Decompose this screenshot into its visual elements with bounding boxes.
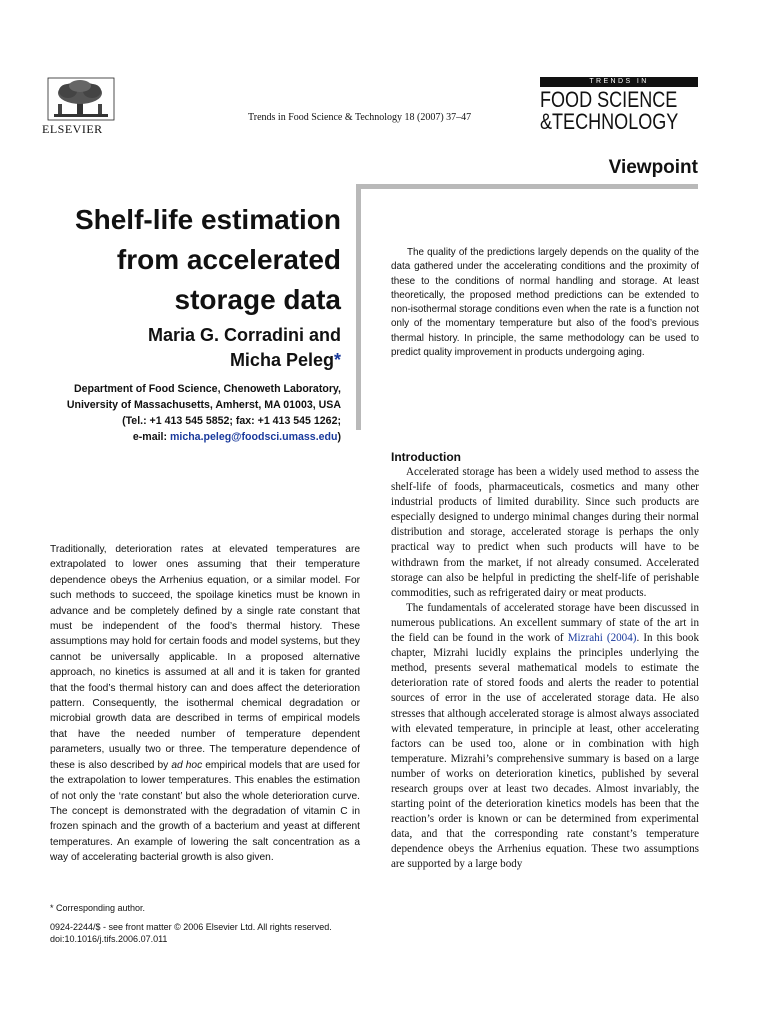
introduction-body	[391, 465, 699, 873]
title-line: storage data	[174, 284, 341, 315]
section-label: Viewpoint	[608, 157, 698, 178]
frame-divider-top	[356, 184, 698, 189]
elsevier-tree-logo	[46, 76, 116, 122]
affiliation	[21, 381, 341, 445]
journal-logo-line2: &TECHNOLOGY	[540, 109, 679, 134]
article-title	[21, 200, 341, 320]
email-link[interactable]: micha.peleg@foodsci.umass.edu	[169, 431, 338, 443]
affiliation-line: Department of Food Science, Chenoweth Laboratory,	[73, 383, 341, 395]
intro-paragraph-1: Accelerated storage has been a widely used method to assess the shelf-life of foods, pharmaceuticals, cosmetics and many other industrial products of limited durability. Since such products are especially designed to undergo minimal changes during their normal distribution and storage, accelerated storage is perhaps the only practical way to predict when such products will have to be withdrawn from the market, if not already consumed. Accelerated storage can also be helpful in predicting the shelf-life of perishable commodities, such as refrigerated dairy or meat products.	[391, 466, 699, 599]
affiliation-line: (Tel.: +1 413 545 5852; fax: +1 413 545 1262;	[122, 415, 341, 427]
journal-logo-line1: FOOD SCIENCE	[540, 87, 678, 112]
affiliation-line: University of Massachusetts, Amherst, MA 01003, USA	[66, 399, 341, 411]
title-line: from accelerated	[116, 244, 341, 275]
intro-text: . In this book chapter, Mizrahi lucidly explains the principles underlying the method, presents several mathematical models to estimate the deterioration rate of stored foods and alerts the reader to potential sources of error in the use of accelerated storage data. He also stresses that although accelerated storage is almost always associated with elevated temperature, in principle at least, other accelerating factors can be used too, alone or in combination with high temperature. Mizrahi’s comprehensive summary is based on a large number of works on deterioration kinetics, published by several research groups over at least two decades. Almost invariably, the starting point of the deterioration kinetics models has been that the reaction’s order is known or can be determined from experimental data, and that the corresponding rate constant’s temperature dependence obeys the Arrhenius equation. These two assumptions are supported by a large body	[391, 632, 699, 871]
introduction-heading: Introduction	[391, 450, 461, 464]
summary: The quality of the predictions largely depends on the quality of the data gathered under the accelerating conditions and the proximity of these to the conditions of normal handling and storage. At least theoretically, the proposed method predictions can be extended to non-isothermal storage conditions even when the rate is a function not only of the momentary temperature but also of the food’s previous thermal history. In principle, the same methodology can be used to predict quality improvement in products undergoing aging.	[391, 247, 699, 359]
email-label: e-mail:	[132, 431, 170, 443]
journal-logo	[540, 77, 698, 132]
abstract-text-2: empirical models that are used for the extrapolation to lower temperatures. This enables the estimation of not only the ‘rate constant’ but also the whole deterioration curve. The concept is demonstrated with the degradation of vitamin C in frozen spinach and the growth of a bacterium and yeast at different temperatures. An example of lowering the salt concentration as a way of accelerating bacterial growth is also given.	[50, 759, 360, 864]
affiliation-line	[21, 429, 341, 445]
abstract-text-1: Traditionally, deterioration rates at elevated temperatures are extrapolated to lower ones assuming that their temperature dependence obeys the Arrhenius equation, or a similar model. For such methods to succeed, the spoilage kinetics must be known in advance and be completely defined by a single rate constant that must be independent of the food’s thermal history. These assumptions may hold for certain foods and model systems, but they cannot be universally applicable. In a proposed alternative approach, no kinetics is assumed at all and it is taken for granted that the food’s thermal history can and does affect the deterioration pattern. Consequently, the isothermal chemical degradation or microbial growth data are described in terms of empirical models that have the needed number of temperature dependent parameters, usually two or three. The temperature dependence of these is also described by	[50, 544, 360, 771]
authors	[21, 323, 341, 373]
intro-text: The fundamentals of accelerated storage have been discussed in numerous publications. An excellent summary of state of the art in the field can be found in the work of	[391, 601, 699, 645]
journal-logo-top-bar: TRENDS IN	[540, 77, 698, 87]
author-line: Maria G. Corradini and	[147, 325, 341, 345]
journal-citation: Trends in Food Science & Technology 18 (2007) 37–47	[248, 112, 472, 123]
abstract	[50, 542, 360, 866]
copyright-line: 0924-2244/$ - see front matter © 2006 Elsevier Ltd. All rights reserved.	[50, 922, 332, 932]
publisher-name: ELSEVIER	[42, 122, 103, 136]
copyright-notice	[50, 921, 332, 945]
corresponding-marker[interactable]: *	[333, 350, 341, 370]
title-line: Shelf-life estimation	[74, 204, 341, 235]
author-line	[21, 348, 341, 373]
citation-link[interactable]: Mizrahi (2004)	[567, 632, 637, 645]
intro-paragraph-2	[391, 601, 699, 873]
author-name: Micha Peleg	[229, 350, 334, 370]
corresponding-author-note: * Corresponding author.	[50, 903, 146, 913]
doi-line: doi:10.1016/j.tifs.2006.07.011	[50, 934, 168, 944]
abstract-italic: ad hoc	[171, 759, 203, 771]
frame-divider-left	[356, 184, 361, 430]
affiliation-close: )	[337, 431, 341, 443]
